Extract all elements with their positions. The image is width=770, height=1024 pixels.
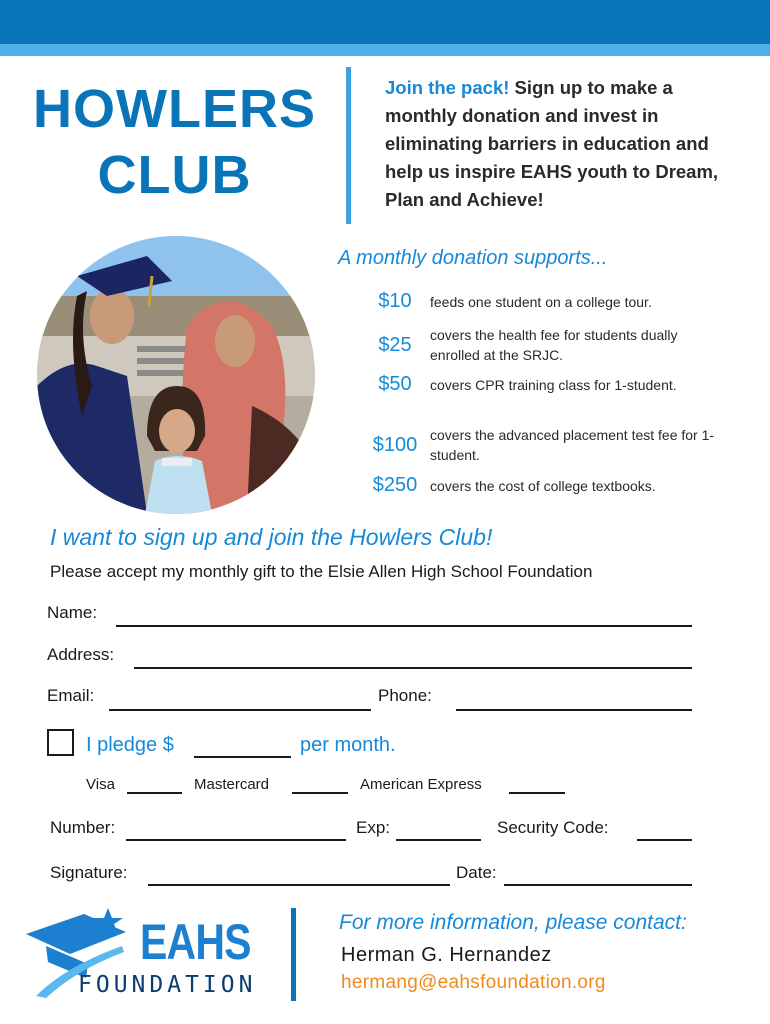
amex-field[interactable]: [509, 792, 565, 794]
card-option-visa: Visa: [86, 776, 115, 793]
title-divider: [346, 67, 351, 224]
phone-field[interactable]: [456, 709, 692, 711]
mastercard-field[interactable]: [292, 792, 348, 794]
donation-description: feeds one student on a college tour.: [430, 293, 652, 310]
exp-label: Exp:: [356, 818, 391, 837]
pledge-checkbox[interactable]: [47, 729, 74, 756]
security-code-label: Security Code:: [497, 818, 609, 837]
donation-amount: $100: [372, 433, 418, 456]
intro-paragraph: [385, 74, 745, 214]
phone-label: Phone:: [378, 686, 432, 705]
donation-description: covers the health fee for students dually enrolled at the SRJC.: [430, 327, 678, 363]
donation-description: covers the cost of college textbooks.: [430, 477, 656, 494]
donation-tier-50: [360, 373, 720, 396]
title-line-2: CLUB: [97, 145, 252, 205]
card-number-label: Number:: [50, 818, 116, 837]
intro-lead: Join the pack!: [385, 77, 510, 98]
title-line-1: HOWLERS: [33, 79, 316, 139]
donation-tier-100: [360, 425, 720, 465]
card-option-amex: American Express: [360, 776, 482, 793]
donation-amount: $250: [372, 474, 418, 496]
donation-description: covers CPR training class for 1-student.: [430, 376, 677, 393]
donation-amount: $50: [378, 373, 412, 395]
donation-description: covers the advanced placement test fee for 1-student.: [430, 427, 715, 463]
email-label: Email:: [47, 686, 95, 705]
graduation-photo: [37, 236, 315, 514]
donation-amount: $25: [378, 333, 412, 356]
page-title: [22, 76, 327, 208]
name-label: Name:: [47, 603, 98, 622]
logo-subtitle: FOUNDATION: [78, 972, 257, 998]
pledge-suffix: per month.: [300, 734, 396, 756]
intro-body: Sign up to make a monthly donation and invest in eliminating barriers in education and help us inspire EAHS youth to Dream, Plan and Achieve!: [385, 77, 719, 210]
accept-statement: Please accept my monthly gift to the Elsie Allen High School Foundation: [50, 562, 593, 581]
supports-heading: A monthly donation supports...: [338, 247, 608, 269]
donation-amount: $10: [378, 290, 412, 312]
pledge-amount-field[interactable]: [194, 756, 291, 758]
date-field[interactable]: [504, 884, 692, 886]
contact-name: Herman G. Hernandez: [341, 944, 552, 966]
donation-tier-25: [360, 325, 720, 365]
footer-divider: [291, 908, 296, 1001]
signup-heading: I want to sign up and join the Howlers Club!: [50, 524, 493, 550]
address-field[interactable]: [134, 667, 692, 669]
header-band: [0, 0, 770, 44]
security-code-field[interactable]: [637, 839, 692, 841]
card-option-mastercard: Mastercard: [194, 776, 270, 793]
signature-label: Signature:: [50, 863, 128, 882]
pledge-prefix: I pledge $: [86, 734, 174, 756]
email-field[interactable]: [109, 709, 371, 711]
address-label: Address:: [47, 645, 115, 664]
contact-email-link[interactable]: hermang@eahsfoundation.org: [341, 972, 606, 993]
name-field[interactable]: [116, 625, 692, 627]
contact-heading: For more information, please contact:: [339, 911, 687, 934]
exp-field[interactable]: [396, 839, 481, 841]
eahs-foundation-logo: [26, 906, 262, 1002]
donation-tier-250: [360, 474, 720, 497]
signature-field[interactable]: [148, 884, 450, 886]
card-number-field[interactable]: [126, 839, 346, 841]
header-band-accent: [0, 44, 770, 56]
donation-tier-10: [360, 290, 720, 313]
logo-wordmark: EAHS: [140, 914, 251, 970]
date-label: Date:: [456, 863, 497, 882]
visa-field[interactable]: [127, 792, 182, 794]
